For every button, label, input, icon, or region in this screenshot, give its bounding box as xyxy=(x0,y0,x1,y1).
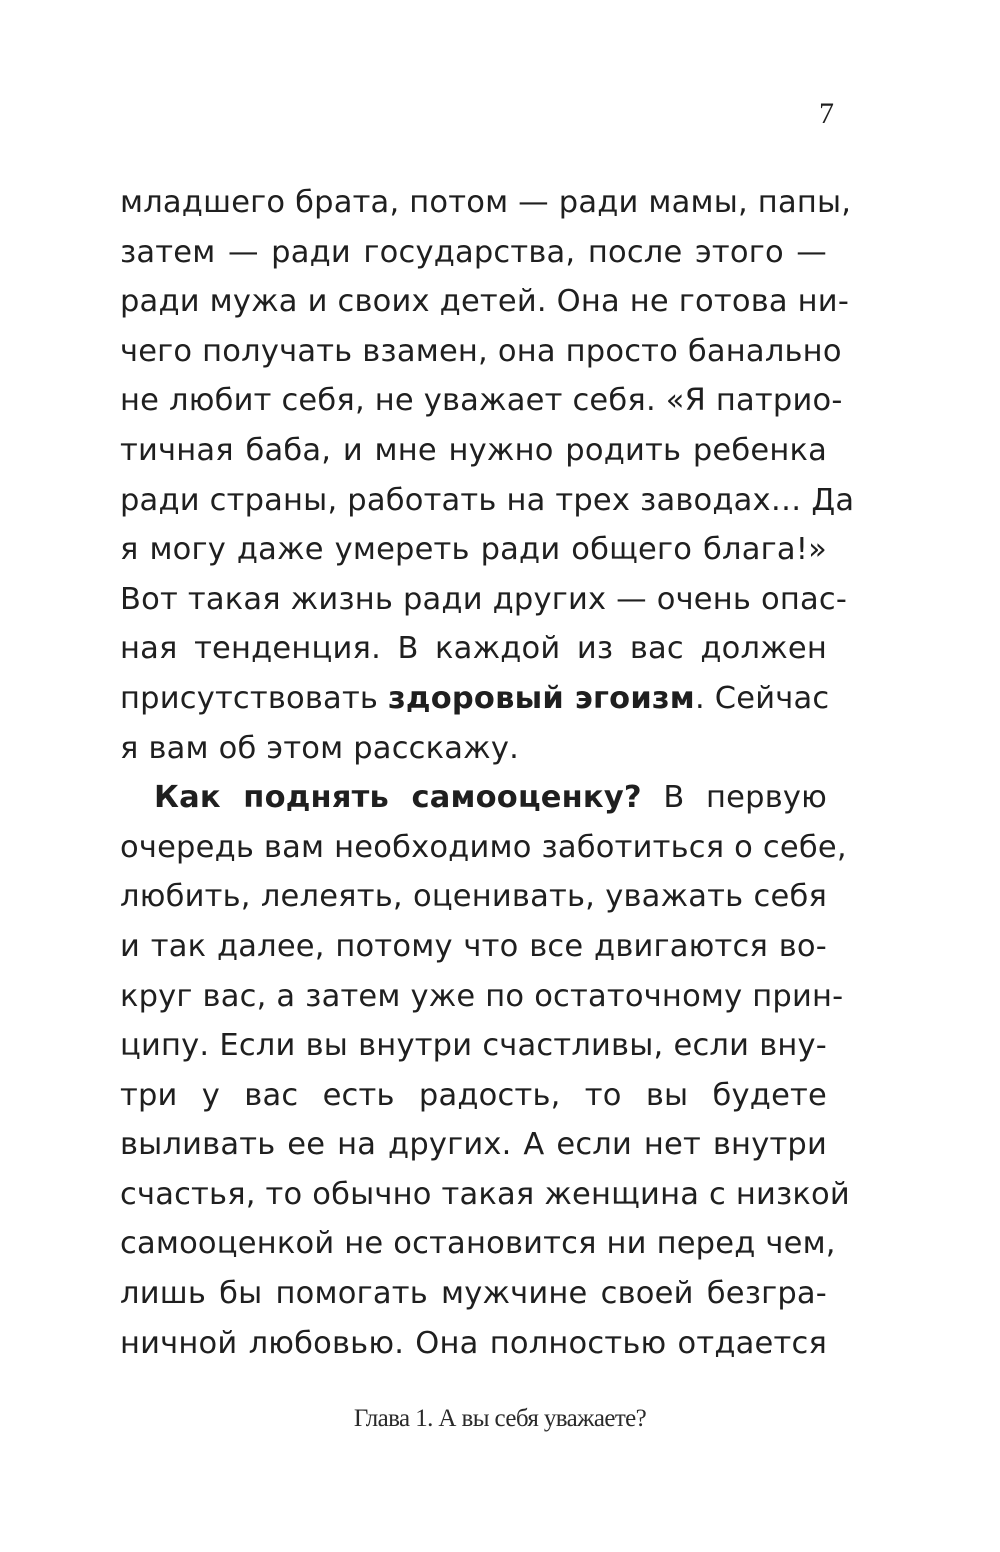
text-line: круг вас, а затем уже по остаточному прин- xyxy=(120,978,844,1014)
text-line: три у вас есть радость, то вы будете xyxy=(120,1077,827,1113)
text-line: выливать ее на других. А если нет внутри xyxy=(120,1127,827,1163)
text-line: тичная баба, и мне нужно родить ребенка xyxy=(120,432,827,468)
text-line: самооценкой не остановится ни перед чем, xyxy=(120,1226,836,1262)
page-number: 7 xyxy=(819,97,834,130)
paragraph-last-line: я вам об этом расскажу. xyxy=(120,730,519,766)
text-line: младшего брата, потом — ради мамы, папы, xyxy=(120,185,852,220)
running-footer-chapter-title: Глава 1. А вы себя уважаете? xyxy=(353,1405,647,1432)
text-line: Вот такая жизнь ради других — очень опас- xyxy=(120,581,848,617)
text-line: я могу даже умереть ради общего блага!» xyxy=(120,532,827,568)
section-heading-line xyxy=(120,773,827,823)
bold-term-healthy-egoism: здоровый эгоизм xyxy=(387,680,695,716)
text-segment: . Сейчас xyxy=(694,680,830,716)
text-line: не любит себя, не уважает себя. «Я патрио- xyxy=(120,383,843,419)
text-line: лишь бы помогать мужчине своей безгра- xyxy=(120,1276,827,1312)
text-line: чего получать взамен, она просто банально xyxy=(120,333,842,369)
text-line: любить, лелеять, оценивать, уважать себя xyxy=(120,879,827,915)
text-line: ради мужа и своих детей. Она не готова ни- xyxy=(120,284,850,320)
text-line: и так далее, потому что все двигаются во- xyxy=(120,928,827,964)
text-line-with-emphasis xyxy=(120,674,830,724)
text-line: ципу. Если вы внутри счастливы, если вну- xyxy=(120,1028,827,1064)
text-line: ная тенденция. В каждой из вас должен xyxy=(120,631,827,667)
text-line: ничной любовью. Она полностью отдается xyxy=(120,1325,827,1361)
body-text xyxy=(120,178,855,1368)
text-segment: присутствовать xyxy=(120,680,388,716)
text-segment: В первую xyxy=(641,780,827,816)
text-line: очередь вам необходимо заботиться о себе, xyxy=(120,829,847,865)
text-line: счастья, то обычно такая женщина с низкой xyxy=(120,1176,850,1212)
text-line: затем — ради государства, после этого — xyxy=(120,234,827,270)
text-line: ради страны, работать на трех заводах… Да xyxy=(120,482,855,518)
section-heading: Как поднять самооценку? xyxy=(154,780,642,816)
